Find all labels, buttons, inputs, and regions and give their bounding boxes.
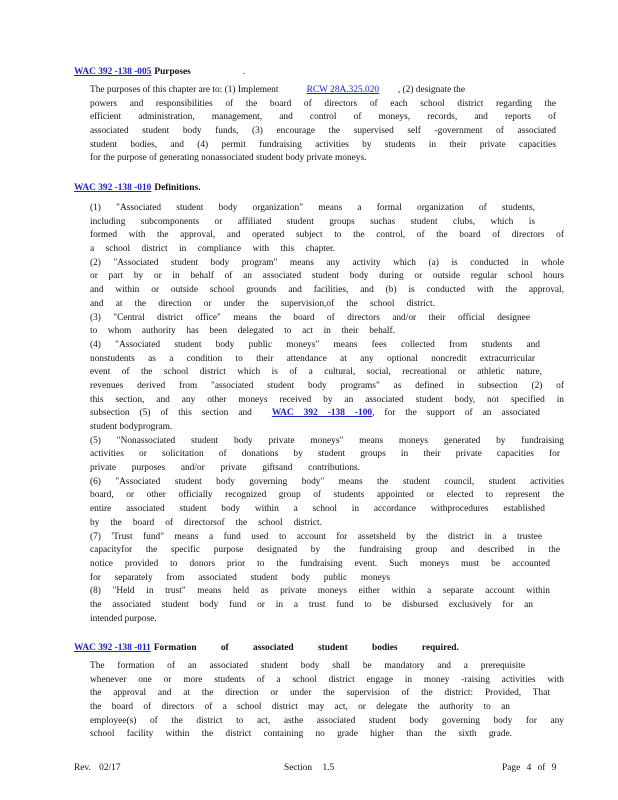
text-line: (8) "Held in trust" means held as private moneys either within a separate account within	[90, 586, 550, 597]
footer-revision: Rev. 02/17	[74, 763, 121, 773]
text-line: including subcomponents or affiliated student groups suchas student clubs, which is	[90, 216, 535, 227]
text-line: for the purpose of generating nonassociated student body private moneys.	[90, 153, 367, 164]
text-line: notice provided to donors prior to the fundraising event. Such moneys must be accounted	[90, 558, 550, 569]
text-line: to whom authority has been delegated to act in their behalf.	[90, 326, 395, 337]
text-line: revenues derived from "associated student body programs" as defined in subsection (2) of	[90, 380, 564, 391]
text-line: student bodyprogram.	[90, 422, 173, 432]
text-line: this section, and any other moneys received by an associated student body, not specified in	[90, 394, 564, 405]
text-line: event of the school district which is of a cultural, social, recreational or athletic nature,	[90, 367, 542, 378]
text-line: associated student body funds, (3) encourage the supervised self -government of associated	[90, 126, 556, 137]
text-line: employee(s) of the district to act, asthe associated student body governing body for any	[90, 715, 564, 726]
text-line: (6) "Associated student body governing body" means the student council, student activities	[90, 476, 564, 487]
section-heading-010	[74, 182, 200, 194]
paragraph-formation	[90, 660, 564, 742]
text-line: (1) "Associated student body organization" means a formal organization of students,	[90, 203, 535, 213]
section-link-005[interactable]: WAC 392 -138 -005	[74, 67, 152, 77]
text-line: and within or outside school grounds and facilities, and (b) is conducted with the approval,	[90, 285, 564, 296]
text-line: The formation of an associated student body shall be mandatory and a prerequisite	[90, 661, 525, 671]
text-line: (3) "Central district office" means the board of directors and/or their official designee	[90, 312, 530, 323]
text-line: or part by or in behalf of an associated student body during or outside regular school hours	[90, 271, 564, 282]
text-line: the associated student body fund or in a trust fund to be disbursed exclusively for an	[90, 599, 533, 610]
section-title-005: Purposes	[154, 67, 191, 77]
section-title-010: Definitions.	[154, 183, 201, 193]
section-heading-011	[74, 642, 459, 654]
text-line: and at the direction or under the supervision,of the school district.	[90, 298, 435, 309]
text-line: capacityfor the specific purpose designated by the fundraising group and described in the	[90, 545, 560, 556]
text-line: (7) 'Trust fund" means a fund used to account for assetsheld by the district in a trustee	[90, 531, 542, 542]
text-line: nonstudents as a condition to their attendance at any optional noncredit extracurricular	[90, 353, 535, 364]
text-line: The purposes of this chapter are to: (1) Implement RCW 28A.325.020 , (2) designate the	[90, 85, 466, 95]
text-line: school facility within the district containing no grade higher than the sixth grade.	[90, 729, 512, 740]
wac-100-link[interactable]: WAC 392 -138 -100	[271, 408, 373, 419]
section-link-010[interactable]: WAC 392 -138 -010	[74, 183, 152, 193]
section-trailing-005: .	[242, 67, 246, 77]
text-line: private purposes and/or private giftsand contributions.	[90, 463, 360, 474]
text-line: student bodies, and (4) permit fundraising activities by students in their private capacities	[90, 139, 556, 150]
text-line: the board of directors of a school district may act, or delegate the authority to an	[90, 702, 510, 713]
text-line: by the board of directorsof the school district.	[90, 517, 322, 528]
text-line: activities or solicitation of donations by student groups in their private capacities for	[90, 449, 560, 460]
rcw-link[interactable]: RCW 28A.325.020	[306, 85, 380, 95]
text-line: (2) "Associated student body program" means any activity which (a) is conducted in whole	[90, 257, 564, 268]
text-line: intended purpose.	[90, 613, 157, 624]
text-line: efficient administration, management, and control of moneys, records, and reports of	[90, 112, 556, 123]
text-line: for separately from associated student body public moneys	[90, 572, 390, 583]
section-link-011[interactable]: WAC 392 -138 -011	[74, 643, 151, 653]
section-title-011: Formation of associated student bodies required.	[153, 643, 459, 653]
text-line: board, or other officially recognized group of students appointed or elected to represent the	[90, 490, 564, 501]
text-line: a school district in compliance with this chapter.	[90, 244, 335, 255]
section-heading-005	[74, 66, 245, 78]
footer-page-number: Page 4 of 9	[502, 763, 557, 773]
text-line: the approval and at the direction or under the supervision of the district: Provided, That	[90, 688, 550, 699]
text-line: whenever one or more students of a school district engage in money -raising activities with	[90, 674, 564, 685]
text-line: subsection (5) of this section and WAC 392 -138 -100, for the support of an associated	[90, 408, 540, 419]
text-line: (5) "Nonassociated student body private moneys" means moneys generated by fundraising	[90, 435, 564, 446]
paragraph-purposes	[90, 84, 556, 166]
text-line: (4) "Associated student body public moneys" means fees collected from students and	[90, 339, 540, 350]
footer-section: Section 1.5	[284, 763, 335, 773]
paragraph-definitions	[90, 202, 564, 626]
text-line: powers and responsibilities of the board of directors of each school district regarding the	[90, 98, 556, 109]
text-line: formed with the approval, and operated subject to the control, of the board of directors of	[90, 230, 564, 241]
text-line: entire associated student body within a school in accordance withprocedures established	[90, 504, 545, 515]
